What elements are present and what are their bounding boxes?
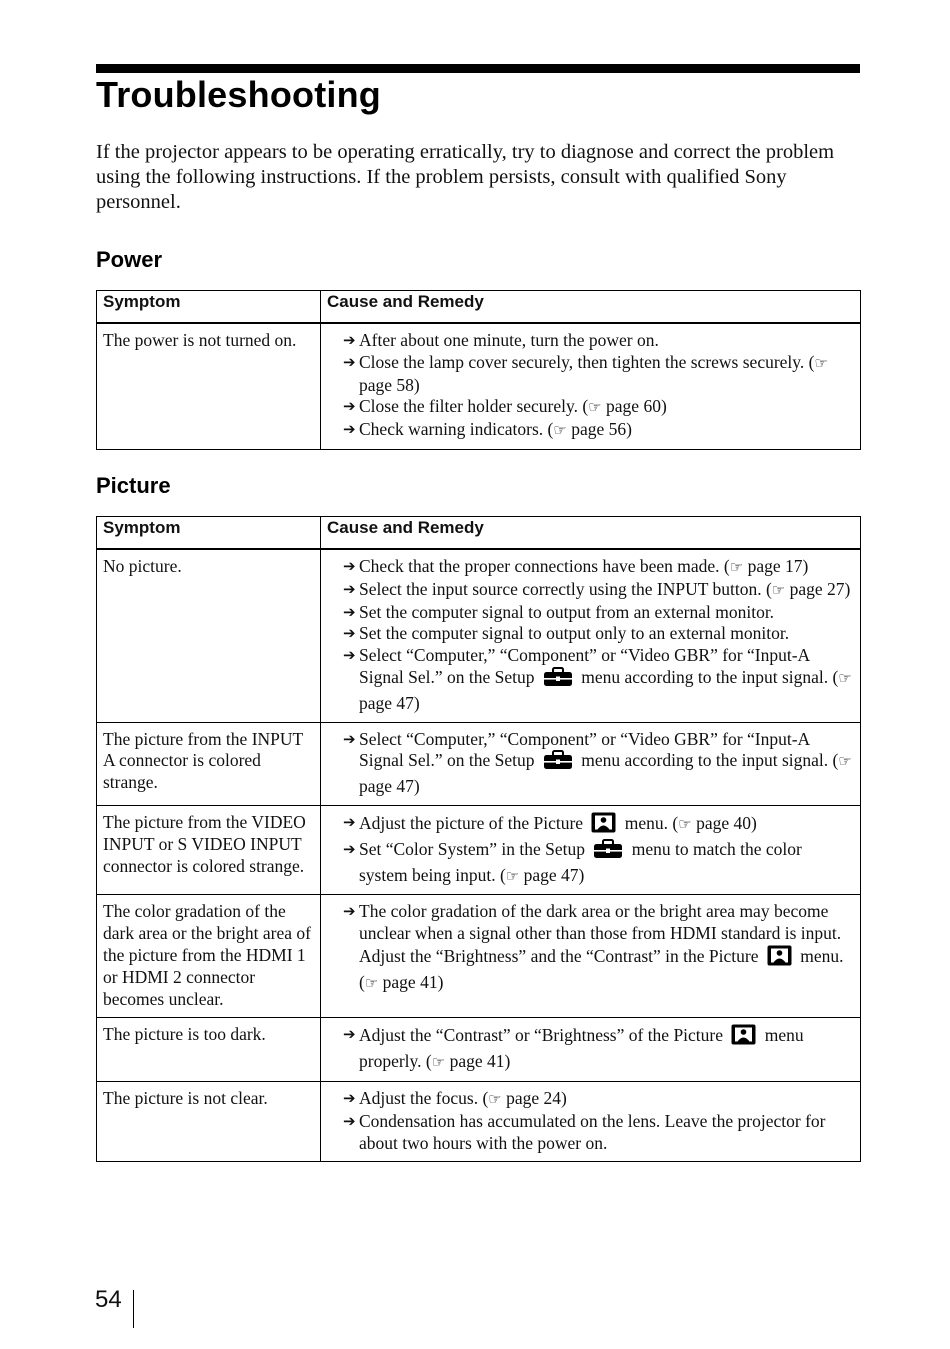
remedy-text: menu according to the input signal. ( — [576, 666, 839, 687]
page-number-rule — [133, 1290, 134, 1328]
remedy-text: page 40) — [691, 812, 757, 833]
picture-table — [96, 516, 861, 1162]
remedy-text: menu properly. ( — [359, 1025, 804, 1072]
remedy-item — [327, 602, 854, 624]
symptom-cell: The picture from the INPUT A connector is colored strange. — [97, 722, 321, 805]
remedy-list — [327, 901, 854, 994]
remedy-text: menu to match the color system being input. ( — [359, 838, 802, 885]
remedy-text: Select the input source correctly using the INPUT button. ( — [359, 578, 772, 599]
remedy-text: After about one minute, turn the power on. — [359, 330, 659, 350]
page-reference-icon: ☞ — [488, 1089, 502, 1108]
picture-menu-icon — [731, 1024, 756, 1051]
arrow-right-icon: ➔ — [343, 557, 356, 575]
remedy-text: Set “Color System” in the Setup — [359, 838, 590, 859]
remedy-text: Condensation has accumulated on the lens. Leave the projector for about two hours with the power on. — [359, 1110, 826, 1153]
page-reference-icon: ☞ — [588, 398, 602, 417]
arrow-right-icon: ➔ — [343, 420, 356, 439]
remedy-cell — [321, 1081, 861, 1161]
symptom-cell: The color gradation of the dark area or the bright area of the picture from the HDMI 1 or HDMI 2 connector becomes unclear. — [97, 895, 321, 1018]
power-table — [96, 290, 861, 450]
setup-toolbox-icon — [543, 667, 573, 693]
setup-toolbox-icon — [543, 750, 573, 776]
page-reference-icon: ☞ — [678, 814, 692, 833]
title-rule — [96, 64, 860, 73]
remedy-text: page 47) — [359, 776, 420, 797]
arrow-right-icon: ➔ — [343, 839, 356, 858]
remedy-cell — [321, 1018, 861, 1082]
arrow-right-icon: ➔ — [343, 579, 356, 598]
table-header-row — [97, 291, 861, 324]
remedy-text: menu. ( — [620, 812, 679, 833]
remedy-item — [327, 1111, 854, 1155]
remedy-text: page 58) — [359, 374, 420, 395]
remedy-text: page 60) — [601, 396, 667, 417]
remedy-cell — [321, 895, 861, 1018]
arrow-right-icon: ➔ — [343, 352, 356, 371]
table-row — [97, 1018, 861, 1082]
remedy-cell — [321, 805, 861, 894]
remedy-list — [327, 556, 854, 715]
remedy-list — [327, 1024, 854, 1074]
remedy-cell — [321, 722, 861, 805]
remedy-item — [327, 901, 854, 994]
remedy-text: Close the filter holder securely. ( — [359, 396, 589, 417]
symptom-column-header: Symptom — [97, 517, 321, 550]
arrow-right-icon: ➔ — [343, 1025, 356, 1044]
page-reference-icon: ☞ — [838, 752, 852, 771]
symptom-cell: No picture. — [97, 549, 321, 722]
arrow-right-icon: ➔ — [343, 624, 356, 643]
remedy-text: Adjust the “Contrast” or “Brightness” of the Picture — [359, 1025, 728, 1046]
remedy-text: Select “Computer,” “Component” or “Video GBR” for “Input-A Signal Sel.” on the Setup — [359, 645, 810, 687]
page-reference-icon: ☞ — [505, 866, 520, 885]
arrow-right-icon: ➔ — [343, 397, 356, 416]
remedy-text: Close the lamp cover securely, then tighten the screws securely. ( — [359, 351, 815, 372]
remedy-text: Set the computer signal to output from an external monitor. — [359, 601, 775, 622]
remedy-text: page 24) — [501, 1087, 567, 1108]
symptom-cell: The picture from the VIDEO INPUT or S VIDEO INPUT connector is colored strange. — [97, 805, 321, 894]
picture-menu-icon — [767, 945, 792, 972]
remedy-cell — [321, 323, 861, 449]
remedy-item — [327, 729, 854, 798]
remedy-item — [327, 623, 854, 645]
remedy-column-header: Cause and Remedy — [321, 291, 861, 324]
symptom-column-header: Symptom — [97, 291, 321, 324]
remedy-item — [327, 330, 854, 352]
remedy-list — [327, 330, 854, 442]
remedy-item — [327, 812, 854, 839]
remedy-item — [327, 556, 854, 579]
remedy-list — [327, 812, 854, 887]
remedy-text: The color gradation of the dark area or the bright area may become unclear when a signal other than those from HDMI standard is input. Adjust the “Brightness” and the “Contrast” in the Picture — [359, 901, 842, 966]
section-heading-power: Power — [96, 247, 163, 272]
symptom-cell: The picture is not clear. — [97, 1081, 321, 1161]
picture-menu-icon — [591, 812, 616, 839]
remedy-text: Adjust the picture of the Picture — [359, 812, 588, 833]
remedy-column-header: Cause and Remedy — [321, 517, 861, 550]
symptom-cell: The power is not turned on. — [97, 323, 321, 449]
page-reference-icon: ☞ — [771, 580, 786, 599]
remedy-text: Set the computer signal to output only to an external monitor. — [359, 623, 790, 644]
remedy-text: Adjust the focus. ( — [359, 1087, 489, 1108]
page-reference-icon: ☞ — [729, 558, 744, 576]
page-reference-icon: ☞ — [814, 353, 828, 372]
remedy-text: page 17) — [743, 556, 809, 576]
page-reference-icon: ☞ — [431, 1053, 446, 1072]
remedy-item — [327, 1088, 854, 1111]
picture-table-body — [97, 549, 861, 1162]
remedy-text: page 47) — [359, 692, 420, 713]
table-row — [97, 805, 861, 894]
page-title: Troubleshooting — [96, 74, 381, 115]
arrow-right-icon: ➔ — [343, 646, 356, 665]
remedy-item — [327, 1024, 854, 1074]
remedy-text: page 27) — [785, 578, 851, 599]
remedy-item — [327, 396, 854, 419]
remedy-text: page 56) — [566, 419, 632, 440]
table-row — [97, 722, 861, 805]
table-row — [97, 323, 861, 449]
remedy-text: Check warning indicators. ( — [359, 419, 554, 440]
remedy-text: page 47) — [519, 864, 585, 885]
section-heading-picture: Picture — [96, 473, 171, 498]
intro-paragraph: If the projector appears to be operating erratically, try to diagnose and correct the problem using the following instructions. If the problem persists, consult with qualified Sony personnel. — [96, 141, 835, 213]
table-row — [97, 549, 861, 722]
page-number: 54 — [95, 1286, 122, 1313]
arrow-right-icon: ➔ — [343, 602, 356, 621]
table-row — [97, 895, 861, 1018]
remedy-text: menu according to the input signal. ( — [576, 750, 839, 771]
remedy-text: Check that the proper connections have been made. ( — [359, 556, 730, 576]
remedy-text: page 41) — [378, 971, 444, 992]
remedy-list — [327, 729, 854, 798]
remedy-item — [327, 645, 854, 714]
remedy-text: menu. ( — [359, 945, 844, 992]
page-reference-icon: ☞ — [553, 421, 567, 440]
arrow-right-icon: ➔ — [343, 812, 356, 831]
power-table-body — [97, 323, 861, 449]
remedy-text: Select “Computer,” “Component” or “Video GBR” for “Input-A Signal Sel.” on the Setup — [359, 728, 810, 771]
arrow-right-icon: ➔ — [343, 1111, 356, 1130]
remedy-item — [327, 579, 854, 602]
page-reference-icon: ☞ — [364, 973, 379, 992]
table-row — [97, 1081, 861, 1161]
page-reference-icon: ☞ — [838, 668, 852, 687]
remedy-text: page 41) — [445, 1051, 511, 1072]
arrow-right-icon: ➔ — [343, 902, 356, 921]
arrow-right-icon: ➔ — [343, 729, 356, 748]
symptom-cell: The picture is too dark. — [97, 1018, 321, 1082]
remedy-cell — [321, 549, 861, 722]
remedy-item — [327, 419, 854, 442]
remedy-item — [327, 352, 854, 397]
table-header-row — [97, 517, 861, 550]
arrow-right-icon: ➔ — [343, 1088, 356, 1107]
arrow-right-icon: ➔ — [343, 331, 356, 349]
remedy-list — [327, 1088, 854, 1154]
setup-toolbox-icon — [593, 839, 623, 865]
remedy-item — [327, 839, 854, 888]
